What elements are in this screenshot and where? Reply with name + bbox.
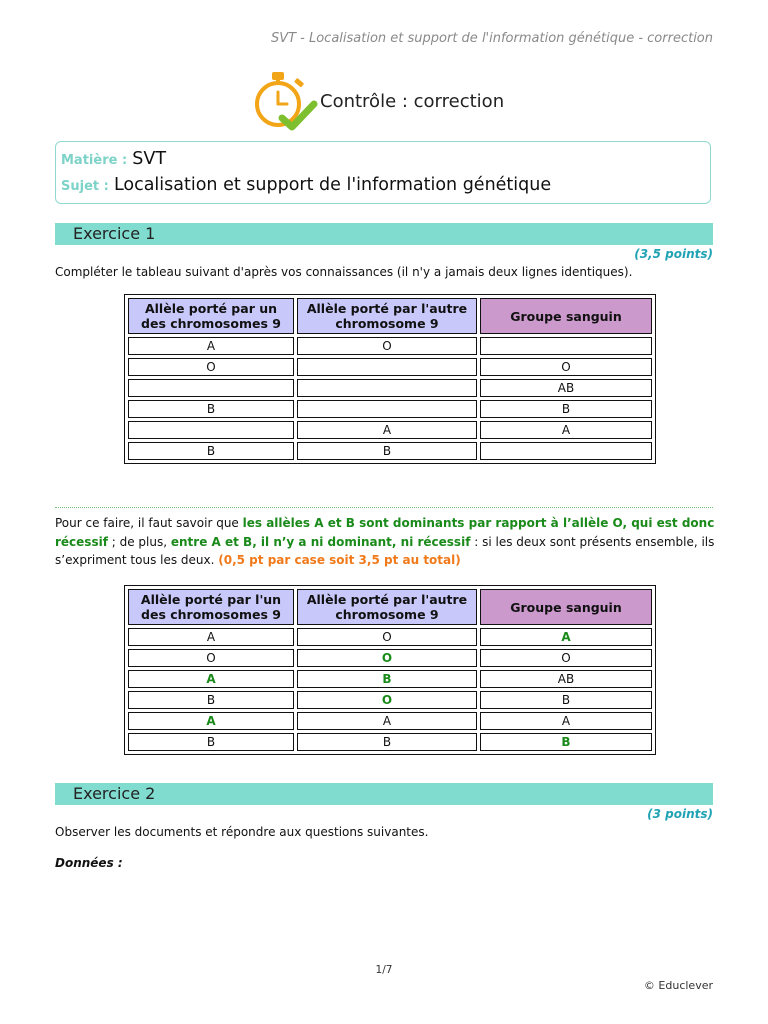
table-cell: B	[128, 400, 294, 418]
correction-table	[124, 585, 656, 755]
exercise-1-instruction: Compléter le tableau suivant d'après vos connaissances (il n'y a jamais deux lignes identiques).	[55, 265, 633, 279]
table-cell: O	[297, 628, 477, 646]
table-cell	[297, 358, 477, 376]
table-row	[128, 442, 652, 460]
table-cell: B	[297, 442, 477, 460]
table-cell	[480, 337, 652, 355]
answer-cell: B	[480, 733, 652, 751]
table-cell: A	[297, 421, 477, 439]
table-cell: A	[128, 628, 294, 646]
correction-explanation	[55, 514, 715, 570]
table-header: Allèle porté par l'un des chromosomes 9	[128, 589, 294, 625]
explanation-scoring: (0,5 pt par case soit 3,5 pt au total)	[218, 553, 461, 567]
table-cell: B	[128, 691, 294, 709]
answer-cell: A	[480, 628, 652, 646]
table-row	[128, 400, 652, 418]
exercise-1-table	[124, 294, 656, 464]
explanation-highlight-codominance: entre A et B, il n’y a ni dominant, ni récessif	[170, 534, 471, 549]
table-row	[128, 379, 652, 397]
correction-table-container	[124, 585, 656, 755]
table-cell	[297, 379, 477, 397]
table-cell: B	[128, 733, 294, 751]
table-cell: B	[297, 733, 477, 751]
table-cell: B	[480, 691, 652, 709]
table-cell: AB	[480, 379, 652, 397]
answer-cell: A	[128, 670, 294, 688]
exercise-1-table-container	[124, 294, 656, 464]
table-cell: B	[480, 400, 652, 418]
explanation-text: : si les deux sont présents ensemble, ils s’expriment tous les deux.	[55, 534, 715, 567]
table-cell: O	[128, 358, 294, 376]
explanation-text: Pour ce faire, il faut savoir que	[55, 516, 243, 530]
answer-cell: O	[297, 691, 477, 709]
table-row	[128, 670, 652, 688]
copyright: © Educlever	[643, 979, 713, 992]
exercise-2-instruction: Observer les documents et répondre aux questions suivantes.	[55, 825, 429, 839]
sujet-value: Localisation et support de l'information génétique	[113, 175, 552, 195]
table-cell: AB	[480, 670, 652, 688]
exercise-2-points: (3 points)	[647, 807, 713, 821]
table-row	[128, 358, 652, 376]
exercise-1-header	[55, 223, 713, 245]
answer-cell: A	[128, 712, 294, 730]
table-row	[128, 421, 652, 439]
table-cell: O	[480, 649, 652, 667]
answer-cell: B	[297, 670, 477, 688]
matiere-value: SVT	[132, 149, 167, 169]
donnees-label: Données :	[55, 856, 123, 870]
matiere-label: Matière :	[61, 153, 128, 168]
table-cell	[480, 442, 652, 460]
page-title: Contrôle : correction	[320, 91, 505, 112]
table-cell: O	[297, 337, 477, 355]
explanation-text: ; de plus,	[107, 534, 171, 549]
table-cell: O	[480, 358, 652, 376]
table-cell	[297, 400, 477, 418]
table-row	[128, 691, 652, 709]
table-row	[128, 733, 652, 751]
running-header: SVT - Localisation et support de l'information génétique - correction	[270, 31, 713, 46]
answer-cell: O	[297, 649, 477, 667]
exercise-2-title: Exercice 2	[73, 784, 156, 803]
table-row	[128, 649, 652, 667]
table-cell: B	[128, 442, 294, 460]
table-row	[128, 628, 652, 646]
table-header: Allèle porté par l'autre chromosome 9	[297, 589, 477, 625]
exercise-1-points: (3,5 points)	[634, 247, 713, 261]
table-header: Allèle porté par un des chromosomes 9	[128, 298, 294, 334]
explanation-highlight-dominance: les allèles A et B sont dominants par rapport à l’allèle O, qui est donc récessif	[55, 516, 715, 549]
table-cell: A	[480, 712, 652, 730]
section-divider	[55, 507, 713, 508]
table-cell	[128, 379, 294, 397]
table-cell: O	[128, 649, 294, 667]
table-cell: A	[480, 421, 652, 439]
page-number: 1/7	[375, 964, 393, 976]
table-cell	[128, 421, 294, 439]
table-row	[128, 337, 652, 355]
subject-info-box	[55, 141, 711, 204]
table-header: Groupe sanguin	[480, 298, 652, 334]
exercise-2-header	[55, 783, 713, 805]
table-row	[128, 712, 652, 730]
table-cell: A	[128, 337, 294, 355]
sujet-label: Sujet :	[61, 179, 109, 194]
table-cell: A	[297, 712, 477, 730]
table-header: Groupe sanguin	[480, 589, 652, 625]
stopwatch-check-icon	[252, 66, 322, 140]
exercise-1-title: Exercice 1	[73, 224, 156, 243]
table-header: Allèle porté par l'autre chromosome 9	[297, 298, 477, 334]
